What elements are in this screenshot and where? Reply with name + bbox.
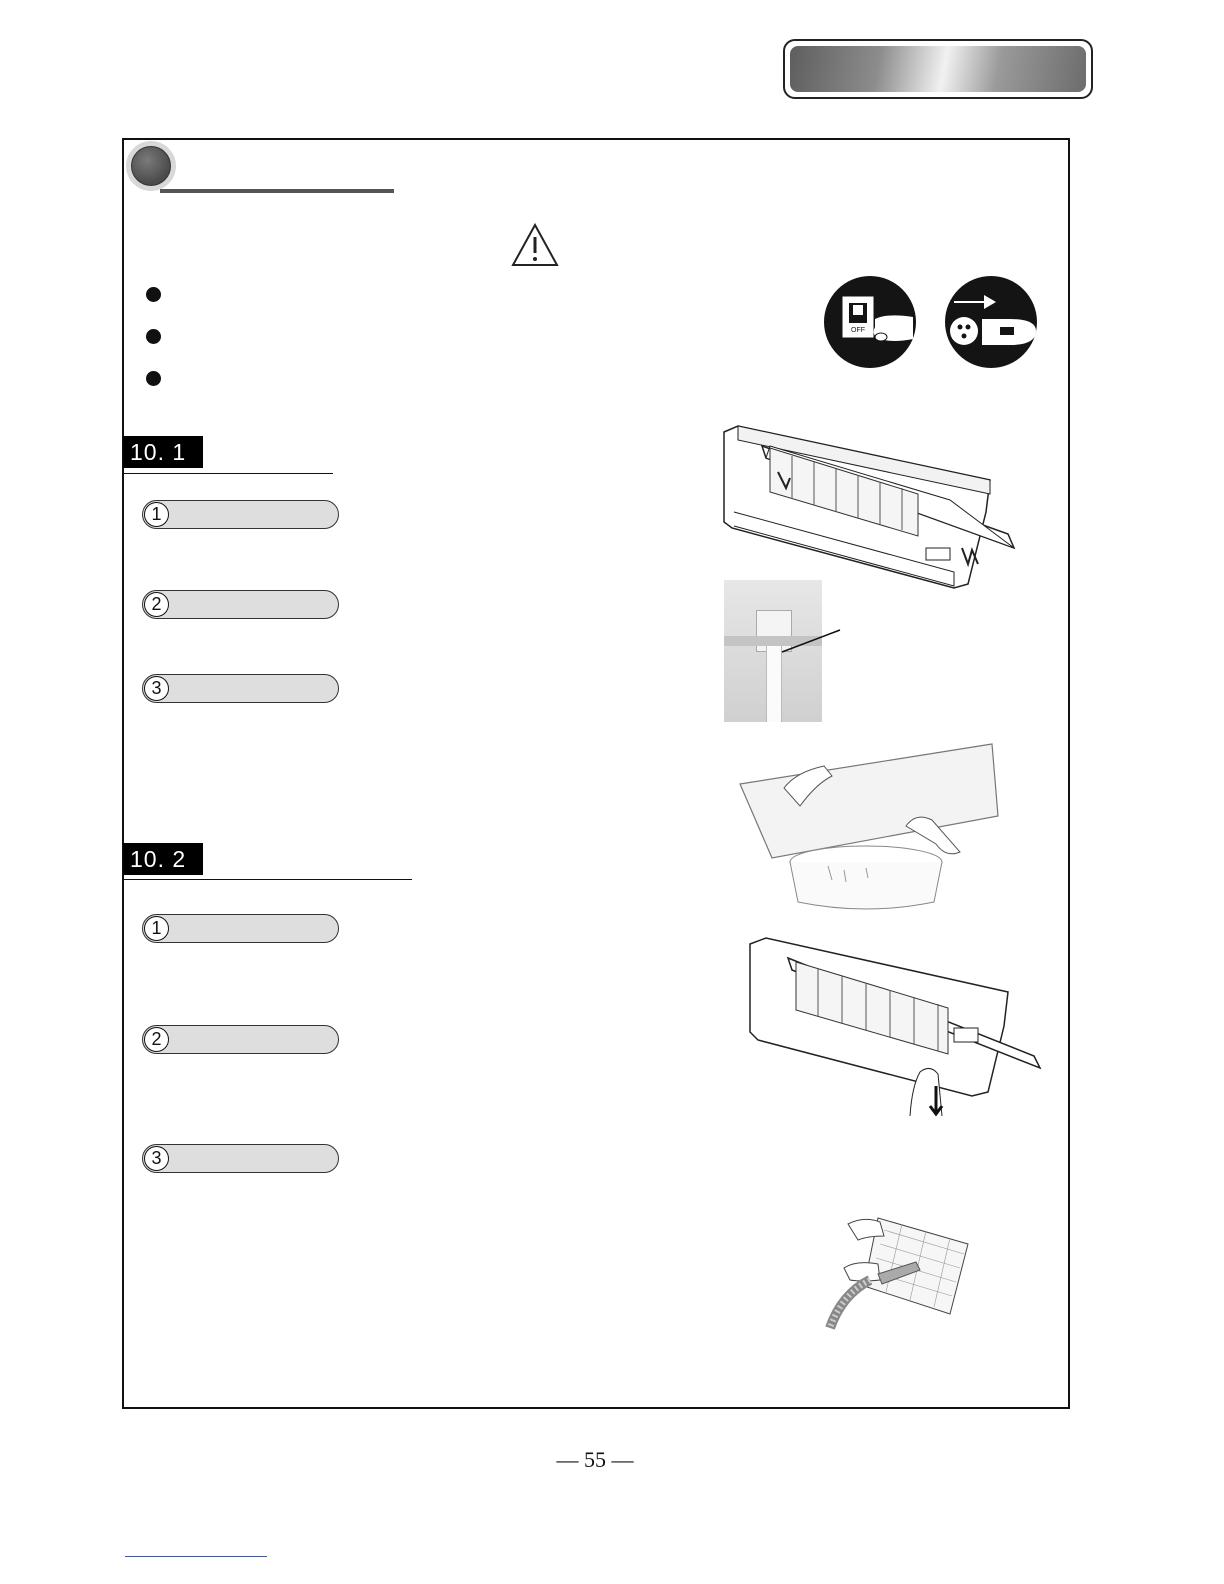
step-pill-10-2-2 bbox=[142, 1025, 339, 1054]
washing-panel-illustration bbox=[736, 740, 1016, 916]
header-tab bbox=[783, 39, 1093, 99]
step-number: 3 bbox=[144, 1146, 169, 1171]
step-pill-10-2-3 bbox=[142, 1144, 339, 1173]
unplug-icon bbox=[944, 275, 1038, 369]
step-pill-10-1-1 bbox=[142, 500, 339, 529]
footer-rule bbox=[125, 1556, 267, 1557]
filter-removal-illustration bbox=[744, 936, 1044, 1118]
bullet-1 bbox=[146, 287, 161, 302]
step-number: 2 bbox=[144, 1027, 169, 1052]
step-pill-10-2-1 bbox=[142, 914, 339, 943]
title-underline bbox=[160, 189, 394, 193]
page-number: — 55 — bbox=[556, 1447, 634, 1472]
section-rule-10-2 bbox=[123, 879, 412, 880]
step-number: 2 bbox=[144, 592, 169, 617]
step-number: 3 bbox=[144, 676, 169, 701]
chapter-badge bbox=[126, 141, 176, 191]
vacuum-filter-illustration bbox=[822, 1210, 972, 1332]
bullet-3 bbox=[146, 371, 161, 386]
switch-off-icon bbox=[823, 275, 917, 369]
callout-leader-line bbox=[780, 628, 842, 654]
ac-unit-panel-open-illustration bbox=[718, 422, 1038, 592]
warning-triangle-icon bbox=[510, 222, 560, 268]
step-pill-10-1-3 bbox=[142, 674, 339, 703]
step-number: 1 bbox=[144, 916, 169, 941]
section-rule-10-1 bbox=[123, 473, 333, 474]
bullet-2 bbox=[146, 329, 161, 344]
step-number: 1 bbox=[144, 502, 169, 527]
step-pill-10-1-2 bbox=[142, 590, 339, 619]
section-label-10-1: 10. 1 bbox=[123, 436, 203, 468]
section-label-10-2: 10. 2 bbox=[123, 843, 203, 875]
switch-off-label: OFF bbox=[851, 327, 865, 334]
